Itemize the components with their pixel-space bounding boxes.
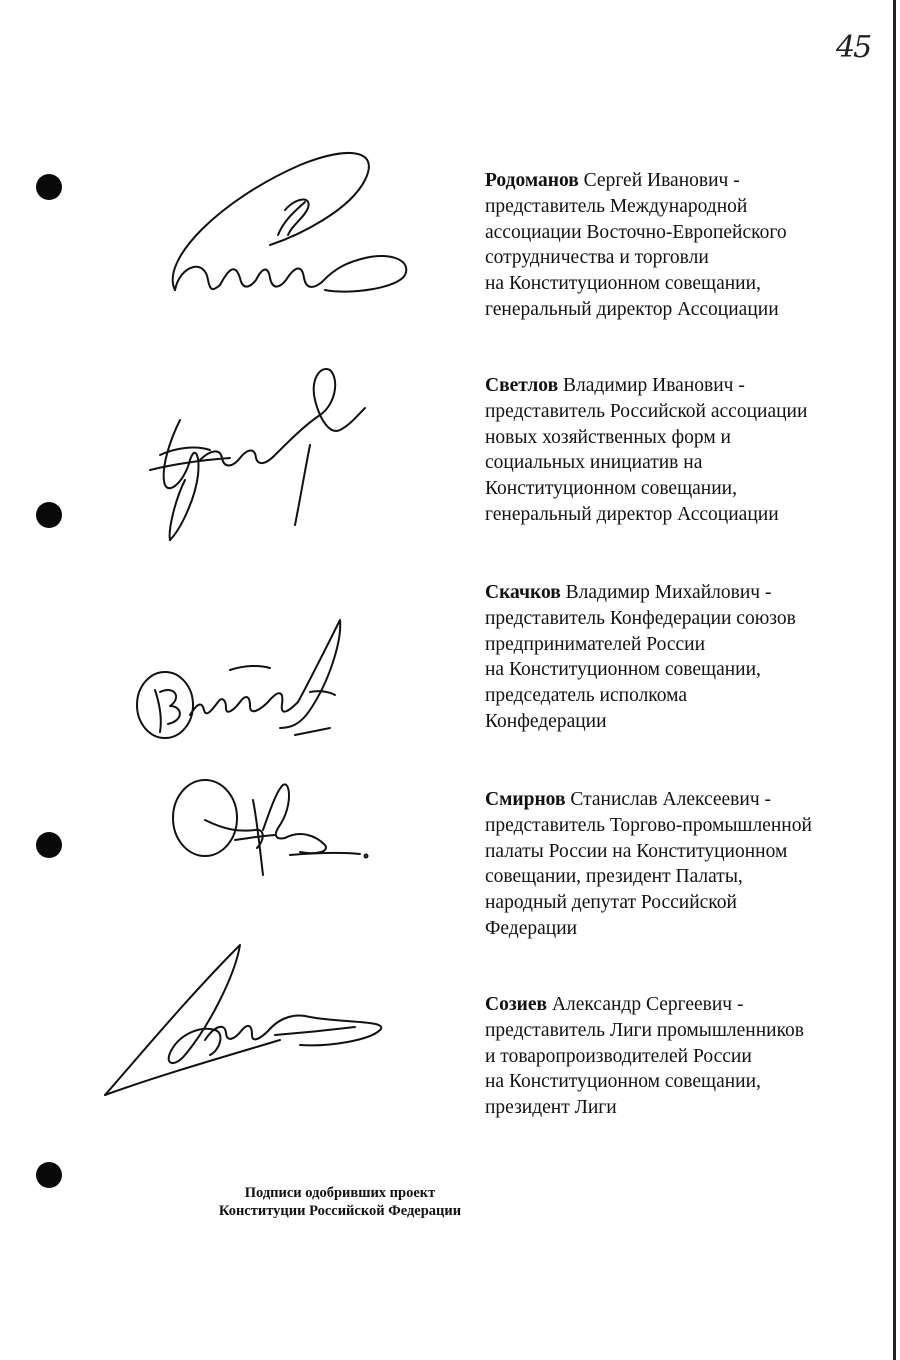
footer-line-2: Конституции Российской Федерации (218, 1203, 462, 1219)
signatory-description-line: предпринимателей России (485, 633, 706, 655)
footer-line-1: Подписи одобривших проект (244, 1185, 436, 1201)
signatory-entry-soziev (485, 992, 875, 1121)
binder-hole-4 (36, 1162, 62, 1188)
signatory-description-line: представитель Российской ассоциации (485, 400, 808, 422)
signatory-description-line: Федерации (485, 917, 578, 939)
signature-svetlov (140, 360, 380, 550)
signatory-entry-svetlov (485, 373, 875, 528)
signatory-surname: Родоманов (485, 170, 579, 191)
signatory-description-line: на Конституционном совещании, (485, 659, 761, 681)
signatory-given-names: Владимир Иванович - (562, 375, 745, 396)
signatory-given-names: Станислав Алексеевич - (570, 789, 771, 810)
handwritten-page-number: 45 (836, 30, 871, 65)
binder-hole-1 (36, 174, 62, 200)
signatory-description-line: совещании, президент Палаты, (485, 866, 743, 888)
signature-skachkov (130, 610, 350, 750)
page-edge-line (893, 0, 896, 1360)
signatory-description-line: новых хозяйственных форм и (485, 426, 731, 448)
signatory-description-line: и товаропроизводителей России (485, 1045, 752, 1067)
signatory-description-line: председатель исполкома (485, 685, 688, 707)
signatory-description-line: на Конституционном совещании, (485, 1071, 761, 1093)
signatory-description-line: на Конституционном совещании, (485, 273, 761, 295)
signatory-surname: Светлов (485, 375, 559, 396)
binder-hole-3 (36, 832, 62, 858)
signatory-surname: Смирнов (485, 789, 566, 810)
signatory-given-names: Александр Сергеевич - (551, 994, 744, 1015)
signatory-description-line: палаты России на Конституционном (485, 840, 788, 862)
signatory-description-line: социальных инициатив на (485, 452, 703, 474)
signatory-description-line: представитель Конфедерации союзов (485, 607, 796, 629)
signatory-description-line: народный депутат Российской (485, 892, 737, 914)
signatory-description-line: Конституционном совещании, (485, 478, 737, 500)
signatory-description-line: Конфедерации (485, 710, 607, 732)
signatory-description-line: генеральный директор Ассоциации (485, 298, 779, 320)
binder-hole-2 (36, 502, 62, 528)
signatory-entry-skachkov (485, 580, 875, 735)
signature-soziev (100, 935, 390, 1105)
signatory-name-line (485, 373, 875, 399)
signatory-surname: Скачков (485, 582, 561, 603)
signatory-name-line (485, 787, 875, 813)
signatory-surname: Созиев (485, 994, 548, 1015)
signatory-given-names: Сергей Иванович - (583, 170, 740, 191)
signatory-entry-smirnov (485, 787, 875, 942)
signatory-description-line: ассоциации Восточно-Европейского (485, 221, 787, 243)
signatory-given-names: Владимир Михайлович - (565, 582, 772, 603)
signatory-description-line: представитель Торгово-промышленной (485, 814, 812, 836)
signatory-entry-rodomanov (485, 168, 875, 323)
signatory-description-line: представитель Лиги промышленников (485, 1019, 805, 1041)
signatory-name-line (485, 580, 875, 606)
signatory-description-line: президент Лиги (485, 1097, 617, 1119)
page-footer-caption (190, 1184, 490, 1220)
signatory-description-line: генеральный директор Ассоциации (485, 503, 779, 525)
signature-rodomanov (150, 140, 420, 310)
signatory-name-line (485, 992, 875, 1018)
signature-smirnov (165, 760, 385, 890)
signatory-name-line (485, 168, 875, 194)
signatory-description-line: представитель Международной (485, 195, 748, 217)
signatory-description-line: сотрудничества и торговли (485, 247, 709, 269)
